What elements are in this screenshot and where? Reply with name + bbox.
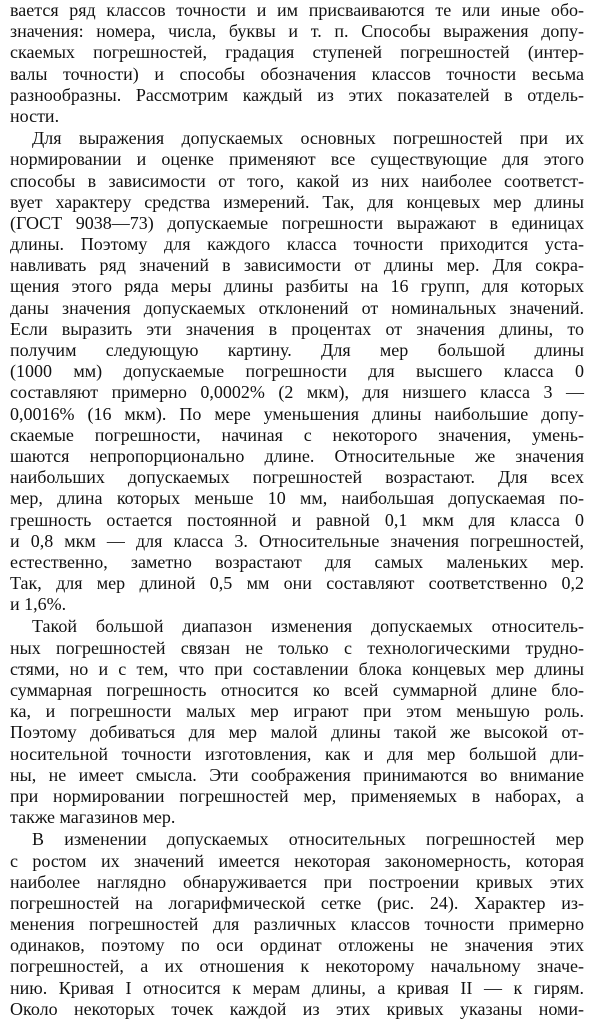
- text-line: Такой большой диапазон изменения допускаемых относитель-: [32, 616, 584, 637]
- text-line: мер, длина которых меньше 10 мм, наибольшая допускаемая по-: [10, 488, 584, 509]
- text-line: 0,0016% (16 мкм). По мере уменьшения длины наибольшие допу-: [10, 403, 584, 424]
- text-line: стями, но и с тем, что при составлении блока концевых мер длины: [10, 658, 584, 679]
- paragraph-4: [10, 829, 584, 1020]
- text-line: погрешностей на логарифмической сетке (рис. 24). Характер из-: [10, 892, 584, 913]
- text-line: ка, и погрешности малых мер играют при этом меньшую роль.: [10, 701, 584, 722]
- text-line: длины. Поэтому для каждого класса точности приходится уста-: [10, 234, 584, 255]
- text-line: Для выражения допускаемых основных погрешностей при их: [32, 128, 584, 149]
- text-line: значения: номера, числа, буквы и т. п. Способы выражения допу-: [10, 21, 584, 42]
- text-line: Если выразить эти значения в процентах от значения длины, то: [10, 318, 584, 339]
- text-line: скаемые погрешности, начиная с некоторого значения, умень-: [10, 424, 584, 445]
- text-line: и 0,8 мкм — для класса 3. Относительные значения погрешностей,: [10, 530, 584, 551]
- paragraph-3: [10, 616, 584, 828]
- text-line: одинаков, поэтому по оси ординат отложены не значения этих: [10, 935, 584, 956]
- text-line: вует характеру средства измерений. Так, для концевых мер длины: [10, 191, 584, 212]
- text-line: наибольших допускаемых погрешностей возрастают. Для всех: [10, 467, 584, 488]
- text-line: Около некоторых точек каждой из этих кривых указаны номи-: [10, 998, 584, 1019]
- text-line: нормировании и оценке применяют все существующие для этого: [10, 149, 584, 170]
- text-line: ны, не имеет смысла. Эти соображения принимаются во внимание: [10, 764, 584, 785]
- text-line: щения этого ряда меры длины разбиты на 16 групп, для которых: [10, 276, 584, 297]
- text-line: (ГОСТ 9038—73) допускаемые погрешности выражают в единицах: [10, 212, 584, 233]
- text-line: наиболее наглядно обнаруживается при построении кривых этих: [10, 871, 584, 892]
- text-line: погрешностей, а их отношения к некоторому начальному значе-: [10, 956, 584, 977]
- text-line: даны значения допускаемых отклонений от номинальных значений.: [10, 297, 584, 318]
- text-line: при нормировании погрешностей мер, применяемых в наборах, а: [10, 785, 584, 806]
- text-line: шаются непропорционально длине. Относительные же значения: [10, 445, 584, 466]
- text-line: составляют примерно 0,0002% (2 мкм), для низшего класса 3 —: [10, 382, 584, 403]
- text-line: менения погрешностей для различных классов точности примерно: [10, 914, 584, 935]
- text-line: естественно, заметно возрастают для самых маленьких мер.: [10, 551, 584, 572]
- text-line: разнообразны. Рассмотрим каждый из этих показателей в отдель-: [10, 84, 584, 105]
- text-line: также магазинов мер.: [10, 807, 176, 828]
- text-line: носительной точности изготовления, как и для мер большой дли-: [10, 743, 584, 764]
- paragraph-1: [10, 0, 584, 127]
- paragraph-2: [10, 128, 584, 615]
- text-line: нию. Кривая I относится к мерам длины, а кривая II — к гирям.: [10, 977, 584, 998]
- text-line: ности.: [10, 105, 60, 126]
- text-line: получим следующую картину. Для мер большой длины: [10, 340, 584, 360]
- text-line: суммарная погрешность относится ко всей суммарной длине бло-: [10, 680, 584, 700]
- text-line: вается ряд классов точности и им присваиваются те или иные обо-: [10, 0, 584, 20]
- text-line: В изменении допускаемых относительных погрешностей мер: [32, 829, 584, 850]
- text-line: навливать ряд значений в зависимости от длины мер. Для сокра-: [10, 255, 584, 276]
- text-line: способы в зависимости от того, какой из них наиболее соответст-: [10, 170, 584, 191]
- text-line: Поэтому добиваться для мер малой длины такой же высокой от-: [10, 722, 584, 743]
- text-line: (1000 мм) допускаемые погрешности для высшего класса 0: [10, 361, 584, 382]
- text-line: ных погрешностей связан не только с технологическими трудно-: [10, 637, 584, 658]
- text-line: с ростом их значений имеется некоторая закономерность, которая: [10, 850, 584, 871]
- document-page: [10, 0, 584, 1021]
- text-line: грешность остается постоянной и равной 0,1 мкм для класса 0: [10, 509, 584, 530]
- text-line: валы точности) и способы обозначения классов точности весьма: [10, 63, 584, 84]
- text-line: Так, для мер длиной 0,5 мм они составляют соответственно 0,2: [10, 573, 584, 594]
- text-line: скаемых погрешностей, градация ступеней погрешностей (интер-: [10, 42, 584, 63]
- text-line: и 1,6%.: [10, 594, 67, 615]
